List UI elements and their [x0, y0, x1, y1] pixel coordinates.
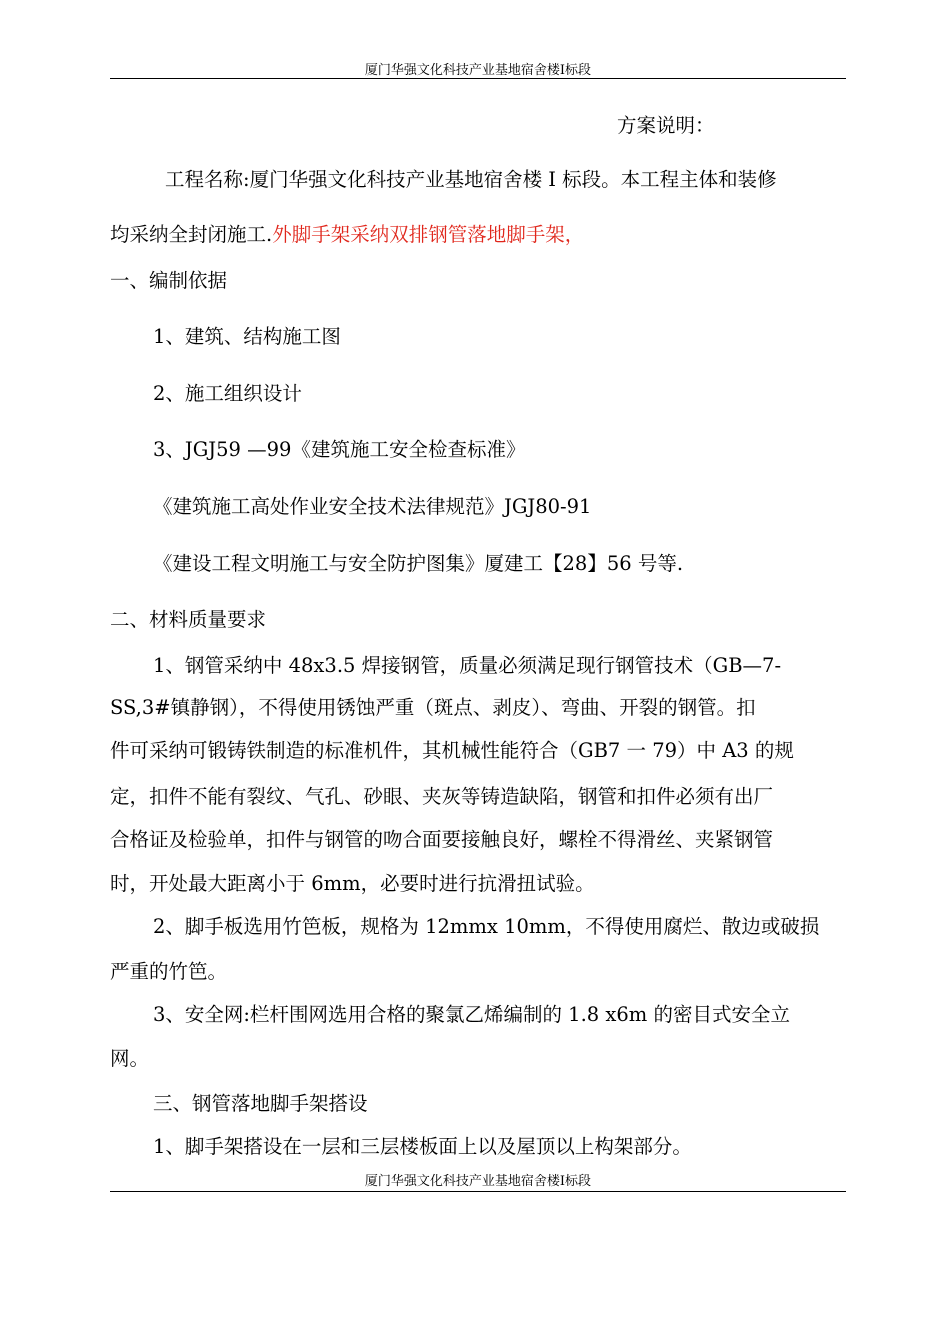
footer-rule: [110, 1191, 846, 1192]
page-header: 厦门华强文化科技产业基地宿舍楼I标段: [364, 63, 592, 78]
section-3-item-1: 1、脚手架搭设在一层和三层楼板面上以及屋顶以上构架部分。: [153, 1135, 692, 1158]
section-1-item-3: 3、JGJ59 —99《建筑施工安全检查标准》: [153, 438, 526, 461]
document-title: 方案说明：: [617, 114, 715, 137]
section-1-item-1: 1、建筑、结构施工图: [153, 325, 341, 348]
paragraph-1-line-6: 时，开处最大距离小于 6mm，必要时进行抗滑扭试验。: [110, 872, 595, 895]
paragraph-3-line-2: 网。: [110, 1047, 150, 1070]
paragraph-3-line-1: 3、安全网:栏杆围网选用合格的聚氯乙烯编制的 1.8 x6m 的密目式安全立: [153, 1003, 790, 1026]
section-1-item-4: 《建筑施工高处作业安全技术法律规范》JGJ80-91: [153, 495, 592, 518]
section-1-item-5: 《建设工程文明施工与安全防护图集》厦建工【28】56 号等.: [153, 552, 684, 575]
paragraph-1-line-3: 件可采纳可锻铸铁制造的标准机件，其机械性能符合（GB7 一 79）中 A3 的规: [110, 739, 794, 762]
intro-line-2: [110, 221, 584, 249]
section-1-item-2: 2、施工组织设计: [153, 382, 302, 405]
section-3-heading: 三、钢管落地脚手架搭设: [153, 1092, 368, 1115]
paragraph-1-line-2: SS,3#镇静钢），不得使用锈蚀严重（斑点、剥皮）、弯曲、开裂的钢管。扣: [110, 696, 756, 719]
paragraph-2-line-2: 严重的竹笆。: [110, 960, 228, 983]
paragraph-1-line-4: 定，扣件不能有裂纹、气孔、砂眼、夹灰等铸造缺陷，钢管和扣件必须有出厂: [110, 785, 774, 808]
section-1-heading: 一、编制依据: [110, 269, 228, 292]
page-footer: 厦门华强文化科技产业基地宿舍楼I标段: [364, 1174, 592, 1189]
paragraph-2-line-1: 2、脚手板选用竹笆板，规格为 12mmx 10mm，不得使用腐烂、散边或破损: [153, 915, 820, 938]
section-2-heading: 二、材料质量要求: [110, 608, 267, 631]
paragraph-1-line-1: 1、钢管采纳中 48x3.5 焊接钢管，质量必须满足现行钢管技术（GB—7-: [153, 654, 782, 677]
paragraph-1-line-5: 合格证及检验单，扣件与钢管的吻合面要接触良好，螺栓不得滑丝、夹紧钢管: [110, 828, 774, 851]
intro-line-1: 工程名称:厦门华强文化科技产业基地宿舍楼 I 标段。本工程主体和装修: [165, 168, 777, 191]
intro-line-2-highlight: 外脚手架采纳双排钢管落地脚手架，: [272, 223, 585, 246]
intro-line-2-text: 均采纳全封闭施工.: [110, 223, 273, 246]
header-rule: [110, 78, 846, 79]
